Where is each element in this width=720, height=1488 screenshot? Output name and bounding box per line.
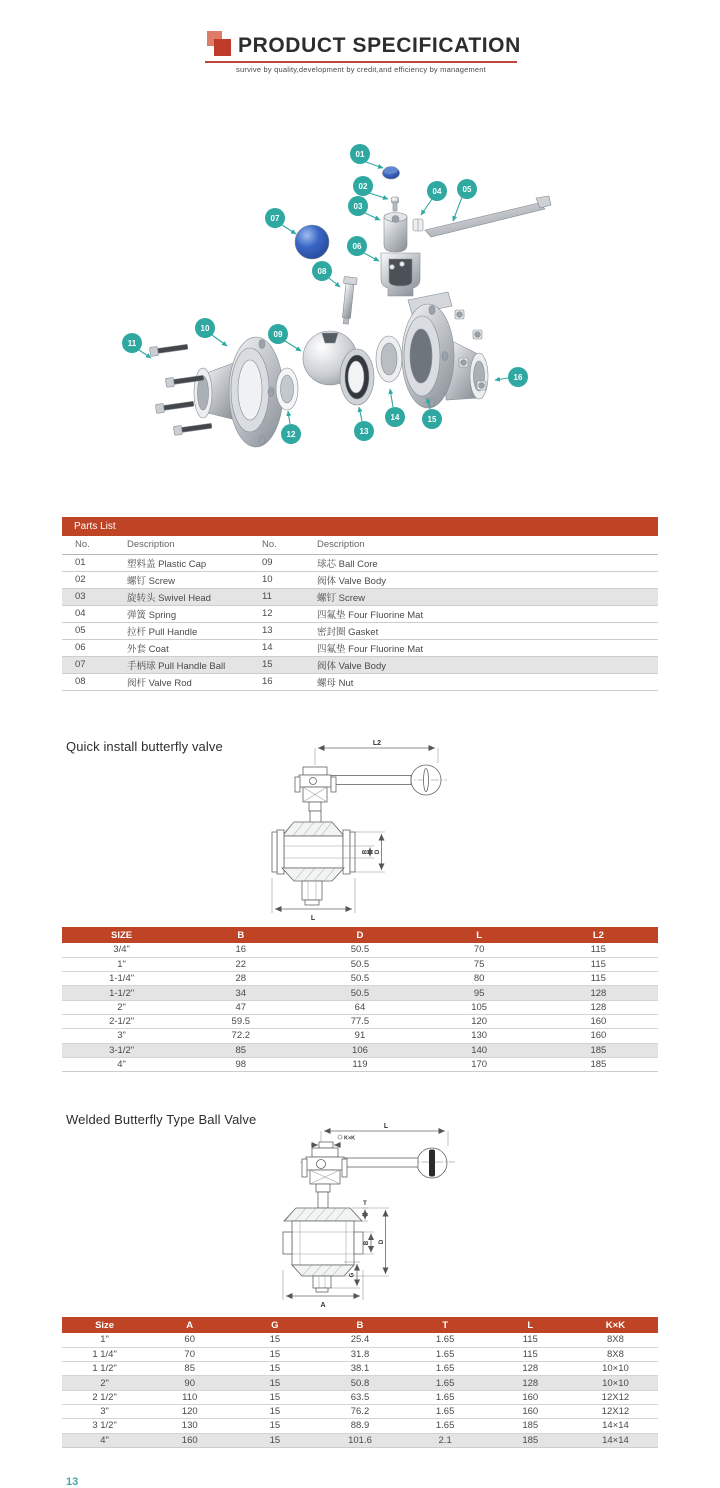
parts-list-banner: Parts List [62, 517, 658, 536]
table-cell: 115 [539, 972, 658, 986]
table-cell: 1-1/4" [62, 972, 181, 986]
table-cell: 115 [590, 944, 606, 956]
table-cell: 螺母 Nut [304, 673, 658, 690]
page-title: PRODUCT SPECIFICATION [238, 34, 521, 57]
column-header: G [232, 1317, 317, 1333]
exploded-valve-diagram [100, 120, 600, 470]
svg-text:06: 06 [352, 242, 362, 251]
table-cell: 15 [232, 1390, 317, 1404]
table-cell: 50.5 [300, 972, 419, 986]
table-cell: 3/4" [113, 944, 130, 956]
table-cell: 3-1/2" [62, 1043, 181, 1057]
table-cell: 1 1/2" [62, 1362, 147, 1376]
brand-tagline: survive by quality,development by credit,and efficiency by management [236, 65, 486, 74]
table-cell: 06 [62, 639, 114, 656]
callout-02 [353, 176, 388, 199]
table-cell: 旋转头 Swivel Head [114, 588, 249, 605]
dim-label-t: T [363, 1201, 367, 1207]
table-cell: 115 [488, 1347, 573, 1361]
column-header: D [300, 927, 419, 943]
table-row [62, 1419, 658, 1433]
table-cell: 8X8 [573, 1347, 658, 1361]
table-cell: 12X12 [573, 1390, 658, 1404]
quick-install-size-table-wrap [62, 927, 658, 1072]
svg-text:11: 11 [127, 339, 137, 348]
table-cell: 15 [232, 1419, 317, 1433]
table-cell: 160 [539, 1014, 658, 1028]
table-cell: 31.8 [317, 1347, 402, 1361]
table-cell: 2-1/2" [62, 1014, 181, 1028]
table-row [62, 957, 658, 971]
logo-square-front-icon [214, 39, 231, 56]
dim-label-l2: L2 [372, 740, 382, 747]
table-cell: 50.5 [300, 957, 419, 971]
column-header: No. [249, 536, 304, 554]
table-cell: 110 [147, 1390, 232, 1404]
table-cell: 50.8 [317, 1376, 402, 1390]
table-row [62, 639, 658, 656]
table-cell: 16 [249, 673, 304, 690]
table-cell: 28 [181, 972, 300, 986]
table-cell: 螺钉 Screw [114, 571, 249, 588]
table-cell: 手柄球 Pull Handle Ball [114, 656, 249, 673]
dim-label-l: L [383, 1123, 389, 1130]
table-cell: 拉杆 Pull Handle [114, 622, 249, 639]
parts-list-table [62, 536, 658, 691]
parts-list-section [62, 517, 658, 691]
table-cell: 185 [488, 1419, 573, 1433]
svg-text:13: 13 [359, 427, 369, 436]
table-cell: 120 [147, 1404, 232, 1418]
page-number: 13 [66, 1476, 79, 1488]
table-cell: 170 [420, 1057, 539, 1071]
table-row [62, 1390, 658, 1404]
table-cell: 185 [488, 1433, 573, 1447]
table-cell: 70 [147, 1347, 232, 1361]
table-cell: 63.5 [317, 1390, 402, 1404]
table-header-row [62, 1317, 658, 1333]
table-cell: 4" [62, 1057, 181, 1071]
table-cell: 1.65 [435, 1334, 455, 1346]
table-cell: 15 [232, 1433, 317, 1447]
table-row [62, 622, 658, 639]
table-cell: 02 [62, 571, 114, 588]
column-header: L [488, 1317, 573, 1333]
table-cell: 1-1/2" [62, 986, 181, 1000]
svg-text:16: 16 [513, 373, 523, 382]
table-row [62, 554, 658, 571]
table-cell: 外套 Coat [114, 639, 249, 656]
table-cell: 50.5 [350, 944, 370, 956]
table-cell: 14×14 [573, 1433, 658, 1447]
table-cell: 14 [249, 639, 304, 656]
table-cell: 15 [232, 1376, 317, 1390]
dim-label-d: D [379, 1239, 385, 1245]
table-cell: 115 [522, 1334, 538, 1346]
table-cell: 130 [420, 1029, 539, 1043]
callout-08 [312, 261, 340, 287]
table-cell: 阀杆 Valve Rod [114, 673, 249, 690]
table-cell: 64 [300, 1000, 419, 1014]
table-cell: 2" [62, 1000, 181, 1014]
welded-size-table-wrap [62, 1317, 658, 1448]
column-header: T [403, 1317, 488, 1333]
welded-valve-drawing [230, 1118, 500, 1310]
table-cell: 75 [420, 957, 539, 971]
table-cell: 85 [147, 1362, 232, 1376]
table-row [62, 1057, 658, 1071]
table-cell: 1.65 [403, 1362, 488, 1376]
table-cell: 04 [62, 605, 114, 622]
table-cell: 4" [62, 1433, 147, 1447]
table-cell: 16 [235, 944, 247, 956]
table-cell: 185 [539, 1043, 658, 1057]
table-cell: 12X12 [573, 1404, 658, 1418]
table-cell: 阀体 Valve Body [304, 656, 658, 673]
table-cell: 120 [420, 1014, 539, 1028]
table-row [62, 571, 658, 588]
table-cell: 四氟垫 Four Fluorine Mat [304, 605, 658, 622]
callout-01 [350, 144, 383, 168]
table-cell: 128 [488, 1362, 573, 1376]
table-cell: 1.65 [403, 1419, 488, 1433]
table-cell: 60 [184, 1334, 195, 1346]
table-cell: 105 [420, 1000, 539, 1014]
svg-text:12: 12 [286, 430, 296, 439]
table-cell: 01 [75, 557, 86, 568]
svg-text:03: 03 [353, 202, 363, 211]
table-cell: 15 [269, 1334, 281, 1346]
table-row [62, 605, 658, 622]
table-cell: 14×14 [573, 1419, 658, 1433]
table-cell: 98 [181, 1057, 300, 1071]
callout-05 [453, 179, 477, 221]
table-header-row [62, 927, 658, 943]
table-cell: 128 [539, 1000, 658, 1014]
table-cell: 10×10 [573, 1362, 658, 1376]
table-cell: 101.6 [317, 1433, 402, 1447]
brand-header [205, 25, 521, 74]
table-header-row [62, 536, 658, 554]
table-cell: 2" [62, 1376, 147, 1390]
quick-install-valve-drawing [230, 738, 495, 928]
table-cell: 12 [249, 605, 304, 622]
table-cell: 128 [539, 986, 658, 1000]
table-cell: 70 [473, 944, 485, 956]
table-row [62, 1000, 658, 1014]
table-cell: 90 [147, 1376, 232, 1390]
table-cell: 03 [62, 588, 114, 605]
svg-text:15: 15 [427, 415, 437, 424]
table-cell: 11 [249, 588, 304, 605]
table-cell: 15 [232, 1362, 317, 1376]
table-cell: 塑料盖 Plastic Cap [127, 558, 207, 570]
table-cell: 弹簧 Spring [114, 605, 249, 622]
table-cell: 1 1/4" [62, 1347, 147, 1361]
table-row [62, 1333, 658, 1347]
table-cell: 13 [249, 622, 304, 639]
callout-16 [495, 367, 528, 387]
dim-label-b: B [364, 1240, 370, 1246]
table-row [62, 986, 658, 1000]
svg-text:01: 01 [355, 150, 365, 159]
table-row [62, 943, 658, 957]
column-header: SIZE [62, 927, 181, 943]
table-cell: 8X8 [606, 1334, 624, 1346]
svg-text:08: 08 [317, 267, 327, 276]
svg-text:02: 02 [358, 182, 368, 191]
svg-text:10: 10 [200, 324, 210, 333]
column-header: Size [62, 1317, 147, 1333]
table-cell: 106 [300, 1043, 419, 1057]
column-header: L [420, 927, 539, 943]
table-row [62, 1043, 658, 1057]
table-cell: 22 [181, 957, 300, 971]
table-cell: 阀体 Valve Body [304, 571, 658, 588]
table-cell: 38.1 [317, 1362, 402, 1376]
table-row [62, 1376, 658, 1390]
table-cell: 91 [300, 1029, 419, 1043]
table-cell: 密封圈 Gasket [304, 622, 658, 639]
svg-text:14: 14 [390, 413, 400, 422]
callout-14 [385, 389, 405, 427]
section-heading-quick-install: Quick install butterfly valve [66, 739, 223, 754]
table-cell: 09 [262, 557, 273, 568]
table-cell: 10×10 [573, 1376, 658, 1390]
table-row [62, 1362, 658, 1376]
table-cell: 76.2 [317, 1404, 402, 1418]
svg-text:05: 05 [462, 185, 472, 194]
table-cell: 1" [100, 1334, 109, 1346]
table-cell: 128 [488, 1376, 573, 1390]
table-cell: 160 [488, 1404, 573, 1418]
column-header: Description [114, 536, 249, 554]
table-cell: 25.4 [350, 1334, 370, 1346]
callout-12 [281, 411, 301, 444]
table-row [62, 1347, 658, 1361]
column-header: Description [304, 536, 658, 554]
table-cell: 160 [539, 1029, 658, 1043]
callout-06 [347, 236, 379, 261]
table-cell: 3" [62, 1029, 181, 1043]
table-cell: 05 [62, 622, 114, 639]
table-cell: 1.65 [403, 1390, 488, 1404]
callout-09 [268, 324, 301, 351]
table-cell: 15 [232, 1404, 317, 1418]
table-cell: 119 [300, 1057, 419, 1071]
callout-03 [348, 196, 380, 220]
callout-07 [265, 208, 296, 234]
table-row [62, 656, 658, 673]
dim-label-b: B [362, 849, 369, 855]
table-cell: 160 [488, 1390, 573, 1404]
table-cell: 07 [62, 656, 114, 673]
column-header: No. [62, 536, 114, 554]
table-row [62, 1433, 658, 1447]
table-cell: 72.2 [181, 1029, 300, 1043]
table-cell: 88.9 [317, 1419, 402, 1433]
table-cell: 1.65 [403, 1404, 488, 1418]
dim-label-l: L [310, 915, 316, 922]
dim-label-kxk: K×K [344, 1135, 356, 1142]
brand-underline [205, 61, 517, 63]
callout-04 [421, 181, 447, 215]
callout-13 [354, 407, 374, 441]
table-cell: 1" [62, 957, 181, 971]
table-row [62, 1014, 658, 1028]
table-row [62, 1029, 658, 1043]
callout-11 [122, 333, 151, 358]
section-heading-welded: Welded Butterfly Type Ball Valve [66, 1112, 257, 1127]
callout-10 [195, 318, 227, 346]
table-cell: 1.65 [403, 1376, 488, 1390]
table-cell: 2 1/2" [62, 1390, 147, 1404]
dim-label-g: G [349, 1272, 356, 1278]
table-cell: 10 [249, 571, 304, 588]
table-cell: 球芯 Ball Core [317, 558, 378, 570]
table-cell: 15 [232, 1347, 317, 1361]
table-cell: 3 1/2" [62, 1419, 147, 1433]
table-cell: 47 [181, 1000, 300, 1014]
column-header: K×K [573, 1317, 658, 1333]
table-cell: 四氟垫 Four Fluorine Mat [304, 639, 658, 656]
table-cell: 1.65 [403, 1347, 488, 1361]
quick-install-size-table [62, 927, 658, 1072]
table-cell: 115 [539, 957, 658, 971]
table-row [62, 673, 658, 690]
svg-text:04: 04 [432, 187, 442, 196]
table-cell: 140 [420, 1043, 539, 1057]
table-cell: 160 [147, 1433, 232, 1447]
table-row [62, 1404, 658, 1418]
column-header: L2 [539, 927, 658, 943]
welded-size-table [62, 1317, 658, 1448]
column-header: B [317, 1317, 402, 1333]
column-header: A [147, 1317, 232, 1333]
table-cell: 85 [181, 1043, 300, 1057]
table-cell: 50.5 [300, 986, 419, 1000]
table-cell: 螺钉 Screw [304, 588, 658, 605]
svg-text:09: 09 [273, 330, 283, 339]
table-cell: 95 [420, 986, 539, 1000]
dim-label-a: A [320, 1302, 326, 1309]
table-cell: 185 [539, 1057, 658, 1071]
table-cell: 08 [62, 673, 114, 690]
dim-label-d: D [375, 849, 381, 855]
table-cell: 2.1 [403, 1433, 488, 1447]
table-row [62, 972, 658, 986]
table-cell: 130 [147, 1419, 232, 1433]
svg-text:07: 07 [270, 214, 280, 223]
table-cell: 15 [249, 656, 304, 673]
table-cell: 77.5 [300, 1014, 419, 1028]
column-header: B [181, 927, 300, 943]
table-row [62, 588, 658, 605]
table-cell: 34 [181, 986, 300, 1000]
table-cell: 3" [62, 1404, 147, 1418]
table-cell: 59.5 [181, 1014, 300, 1028]
table-cell: 80 [420, 972, 539, 986]
